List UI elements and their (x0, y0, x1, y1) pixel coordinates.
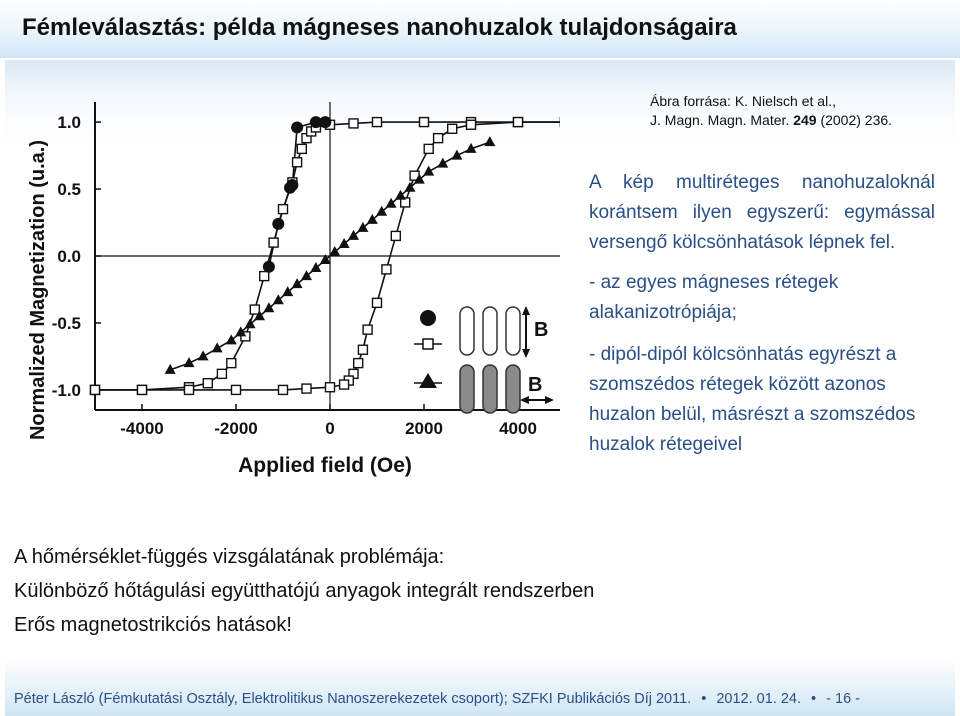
zero-lines (95, 102, 560, 410)
legend-b-label-bottom: B (528, 374, 543, 396)
x-tick-label: 2000 (405, 419, 443, 438)
y-tick-label: 0.0 (57, 247, 81, 266)
square-marker (232, 385, 241, 394)
triangle-marker (329, 246, 340, 256)
wire-icon-white-1 (460, 307, 474, 355)
y-tick-label: -0.5 (51, 313, 81, 333)
triangle-marker (273, 294, 284, 304)
triangle-marker (263, 302, 274, 312)
figure-source (650, 92, 892, 130)
arrow-head-up-icon (522, 306, 530, 315)
description-block (589, 168, 935, 460)
square-marker (203, 379, 212, 388)
wire-icon-gray-2 (483, 365, 497, 413)
square-marker (297, 144, 306, 153)
footer (14, 691, 860, 707)
circle-marker (319, 116, 331, 128)
triangle-marker (310, 262, 321, 272)
triangle-marker (301, 270, 312, 280)
x-tick-label: -4000 (120, 419, 164, 438)
y-tick-label: 1.0 (57, 113, 81, 133)
triangle-marker (292, 278, 303, 288)
inset-legend (414, 306, 554, 413)
bottom-line-2: Különböző hőtágulási együtthatójú anyagok integrált rendszerben (14, 580, 595, 602)
bullet-icon: • (811, 691, 817, 707)
y-tick-label: 0.5 (57, 180, 81, 200)
title-bar (0, 0, 960, 58)
wire-icon-white-2 (483, 307, 497, 355)
legend-filled-triangle (419, 373, 437, 388)
square-marker (269, 238, 278, 247)
footer-band (5, 658, 955, 716)
square-marker (382, 265, 391, 274)
square-marker (279, 205, 288, 214)
description-intro: A kép multiréteges nanohuzaloknál korántsem ilyen egyszerű: egymással versengő kölcsönhatások lépnek fel. (589, 172, 935, 253)
triangle-marker (339, 238, 350, 248)
triangle-marker (212, 342, 223, 352)
square-marker (373, 118, 382, 127)
triangle-marker (348, 230, 359, 240)
x-tick-label: 0 (325, 419, 335, 438)
triangle-marker (367, 214, 378, 224)
triangle-marker (282, 286, 293, 296)
wire-icon-gray-3 (506, 365, 520, 413)
bottom-line-3: Erős magnetostrikciós hatások! (14, 614, 292, 636)
x-tick-label: -2000 (214, 419, 258, 438)
footer-author: Péter László (Fémkutatási Osztály, Elektrolitikus Nanoszerekezetek csoport); SZFKI Publikációs Díj 2011. (14, 691, 692, 707)
triangle-marker (484, 136, 495, 146)
square-marker (363, 325, 372, 334)
y-tick-label: -1.0 (51, 380, 81, 400)
bottom-text-block (14, 540, 594, 642)
wire-icon-gray-1 (460, 365, 474, 413)
square-marker (302, 384, 311, 393)
source-line-2 (650, 111, 892, 130)
source-line-1: Ábra forrása: K. Nielsch et al., (650, 93, 836, 109)
square-marker (358, 345, 367, 354)
square-marker (250, 305, 259, 314)
x-axis-label: Applied field (Oe) (238, 454, 412, 477)
square-marker (279, 385, 288, 394)
arrow-head-down-icon (522, 349, 530, 358)
triangle-marker (437, 158, 448, 168)
square-marker (420, 118, 429, 127)
square-marker (340, 380, 349, 389)
square-marker (354, 359, 363, 368)
hysteresis-chart (0, 90, 560, 510)
circle-marker (286, 179, 298, 191)
triangle-marker (423, 166, 434, 176)
legend-b-label-top: B (534, 319, 549, 341)
triangle-marker (404, 182, 415, 192)
triangle-marker (245, 318, 256, 328)
square-marker (185, 385, 194, 394)
triangle-marker (395, 190, 406, 200)
description-point-2: - dipól-dipól kölcsönhatás egyrészt a szomszédos rétegek között azonos huzalon belül, másrészt a szomszédos huzalok rétegeivel (589, 344, 916, 455)
arrow-head-left-icon (520, 396, 529, 404)
slide-title: Fémleválasztás: példa mágneses nanohuzalok tulajdonságaira (22, 14, 737, 41)
triangle-marker (386, 198, 397, 208)
square-marker (349, 119, 358, 128)
description-point-1: - az egyes mágneses rétegek alakanizotrópiája; (589, 272, 839, 323)
footer-page-number: - 16 - (826, 691, 860, 707)
square-marker (138, 385, 147, 394)
bullet-icon: • (701, 691, 707, 707)
square-marker (467, 120, 476, 129)
circle-marker (272, 218, 284, 230)
bottom-line-1: A hőmérséklet-függés vizsgálatának problémája: (14, 546, 445, 568)
square-marker (448, 124, 457, 133)
square-marker (91, 385, 100, 394)
source-volume: 249 (793, 112, 817, 128)
source-year-page: (2002) 236. (820, 112, 893, 128)
triangle-marker (357, 222, 368, 232)
square-marker (373, 298, 382, 307)
triangle-marker (376, 206, 387, 216)
square-marker (424, 144, 433, 153)
legend-open-square (423, 339, 433, 349)
triangle-marker (198, 350, 209, 360)
square-marker (434, 134, 443, 143)
square-marker (293, 158, 302, 167)
square-marker (227, 359, 236, 368)
square-marker (391, 231, 400, 240)
footer-date: 2012. 01. 24. (716, 691, 802, 707)
x-tick-label: 4000 (499, 419, 537, 438)
y-axis-label: Normalized Magnetization (u.a.) (27, 139, 49, 441)
wire-icon-white-3 (506, 307, 520, 355)
square-marker (260, 272, 269, 281)
circle-marker (263, 261, 275, 273)
square-marker (326, 383, 335, 392)
square-marker (514, 118, 523, 127)
legend-filled-circle (420, 310, 436, 326)
arrow-head-right-icon (545, 396, 554, 404)
circle-marker (291, 121, 303, 133)
square-marker (217, 369, 226, 378)
source-journal: J. Magn. Magn. Mater. (650, 112, 790, 128)
triangle-marker (226, 334, 237, 344)
y-tick-labels (52, 113, 101, 400)
